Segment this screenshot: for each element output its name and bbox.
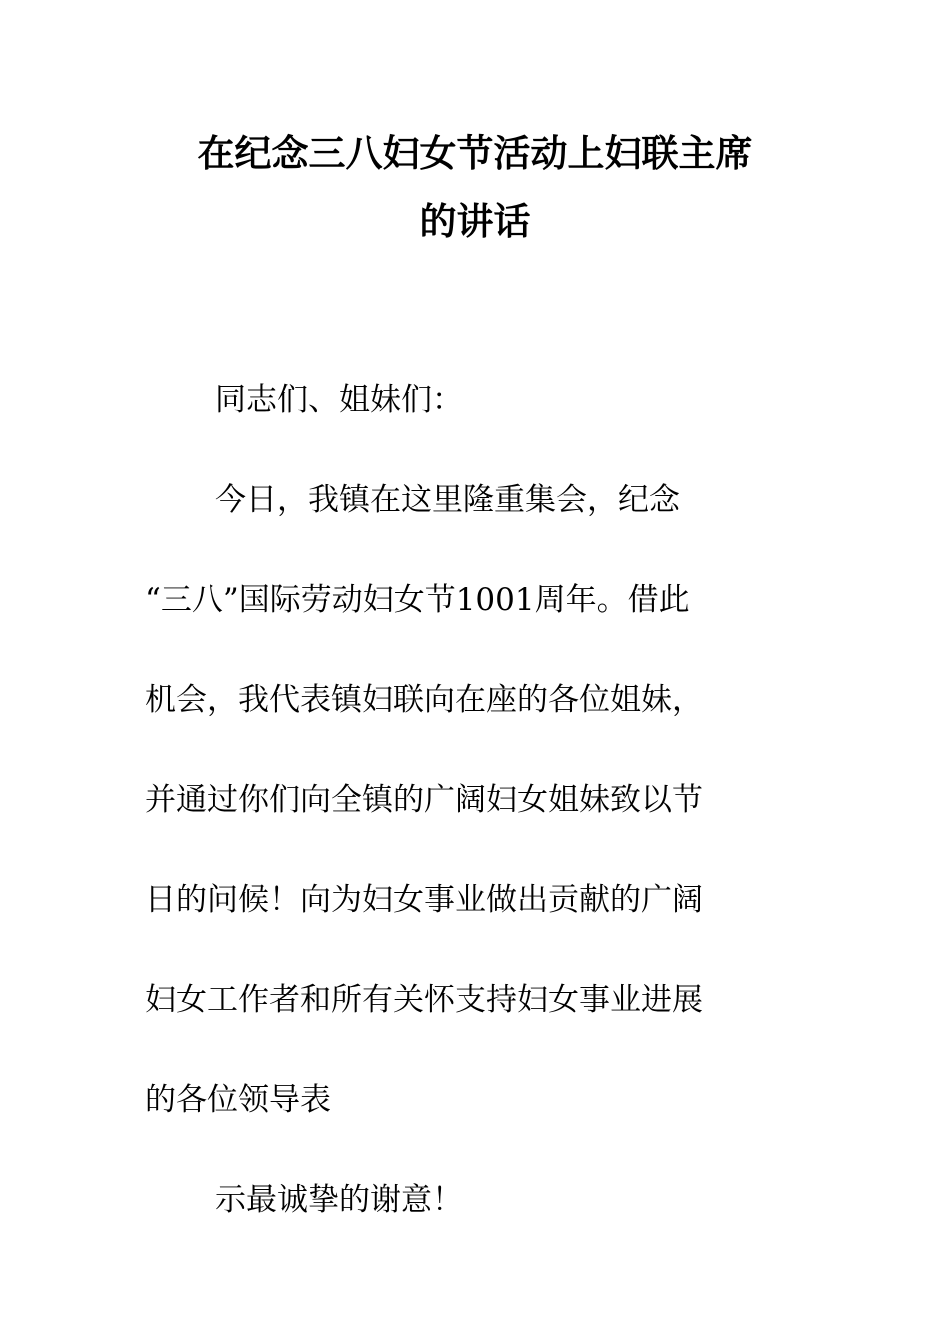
document-title bbox=[145, 120, 805, 256]
body-line-5: 日的问候！向为妇女事业做出贡献的广阔 bbox=[145, 882, 703, 918]
salutation: 同志们、姐妹们： bbox=[215, 382, 463, 418]
title-line-2: 的讲话 bbox=[419, 200, 531, 243]
body-line-4: 并通过你们向全镇的广阔妇女姐妹致以节 bbox=[145, 782, 703, 818]
body-line-3: 机会，我代表镇妇联向在座的各位姐妹， bbox=[145, 682, 703, 718]
title-line-1: 在纪念三八妇女节活动上妇联主席 bbox=[197, 132, 753, 175]
body-line-1: 今日，我镇在这里隆重集会，纪念 bbox=[215, 482, 680, 518]
body-line-6: 妇女工作者和所有关怀支持妇女事业进展 bbox=[145, 982, 703, 1018]
body-line-7: 的各位领导表 bbox=[145, 1082, 331, 1118]
body-line-2: “三八”国际劳动妇女节1001周年。借此 bbox=[145, 582, 690, 618]
body-line-8: 示最诚挚的谢意！ bbox=[215, 1182, 463, 1218]
